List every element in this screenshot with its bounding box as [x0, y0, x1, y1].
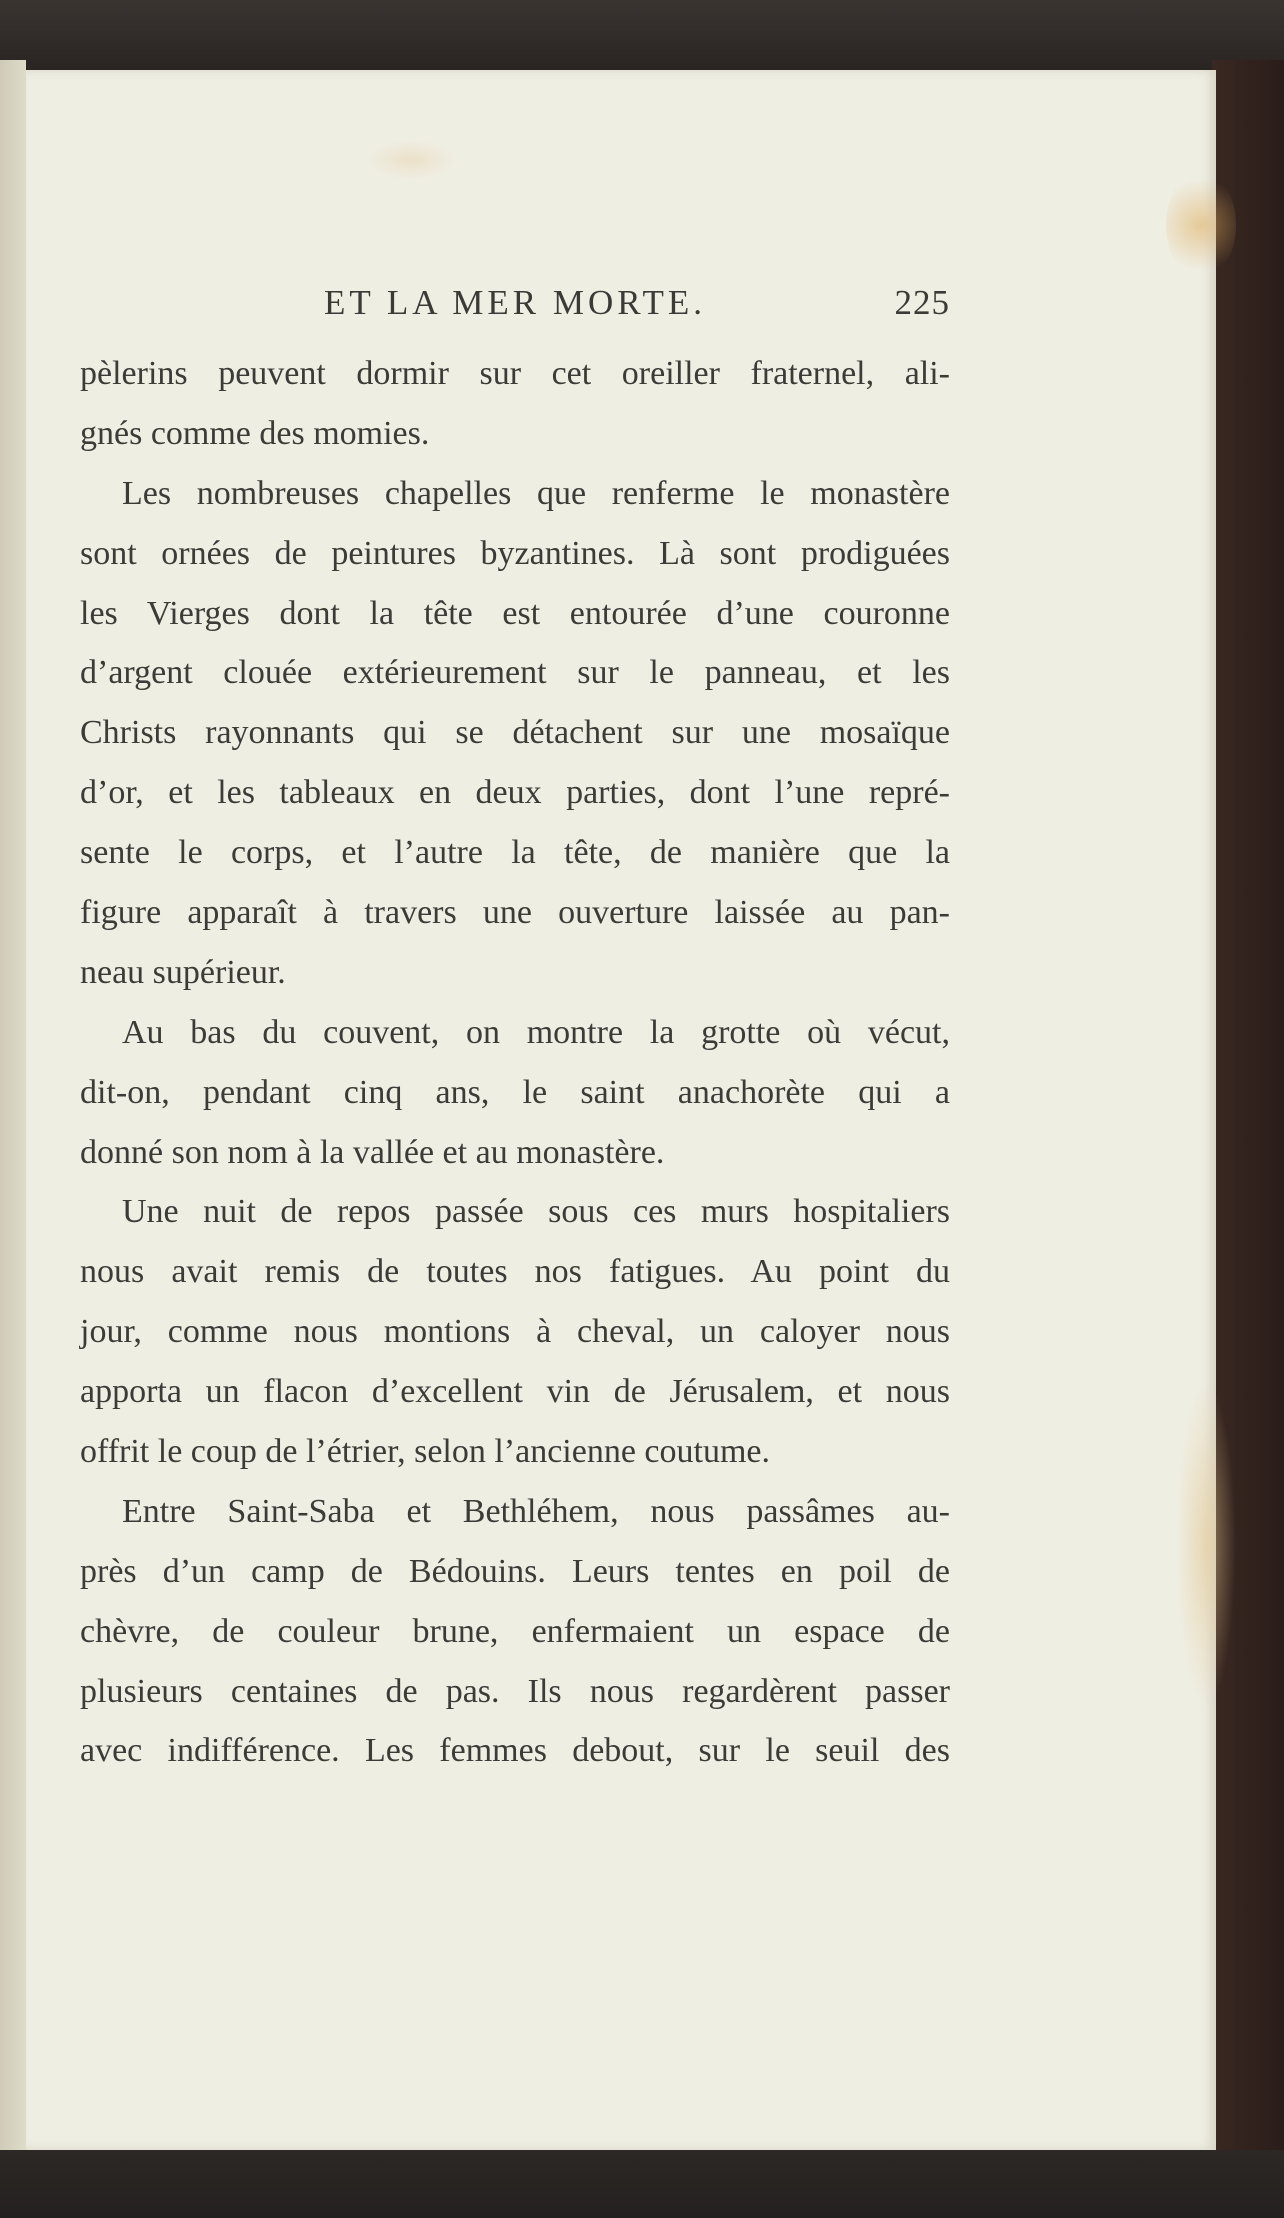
text-line: chèvre, de couleur brune, enfermaient un espace de — [80, 1612, 950, 1650]
text-line: Entre Saint-Saba et Bethléhem, nous passâmes au- — [122, 1492, 950, 1530]
scan-top-edge — [0, 0, 1284, 70]
scan-bottom-edge — [0, 2150, 1284, 2218]
text-line: nous avait remis de toutes nos fatigues. Au point du — [80, 1253, 950, 1291]
text-line: Au bas du couvent, on montre la grotte où vécut, — [122, 1013, 950, 1051]
text-line: d’or, et les tableaux en deux parties, dont l’une repré- — [80, 774, 950, 812]
body-text — [80, 344, 950, 1781]
foxing-stain — [1176, 1380, 1236, 1710]
page-number: 225 — [894, 283, 950, 322]
foxing-stain — [1166, 170, 1236, 280]
text-line: donné son nom à la vallée et au monastère. — [80, 1133, 665, 1171]
text-line: sont ornées de peintures byzantines. Là sont prodiguées — [80, 534, 950, 572]
text-line: dit-on, pendant cinq ans, le saint anachorète qui a — [80, 1073, 950, 1111]
text-line: apporta un flacon d’excellent vin de Jérusalem, et nous — [80, 1373, 950, 1411]
text-line: sente le corps, et l’autre la tête, de manière que la — [80, 834, 950, 872]
text-line: offrit le coup de l’étrier, selon l’ancienne coutume. — [80, 1433, 771, 1471]
text-line: d’argent clouée extérieurement sur le panneau, et les — [80, 654, 950, 692]
text-line: pèlerins peuvent dormir sur cet oreiller fraternel, ali- — [80, 355, 950, 392]
scan-right-cover-edge — [1212, 60, 1284, 2150]
text-line: figure apparaît à travers une ouverture laissée au pan- — [80, 894, 950, 932]
text-line: les Vierges dont la tête est entourée d’une couronne — [80, 594, 950, 632]
text-line: jour, comme nous montions à cheval, un caloyer nous — [80, 1313, 950, 1351]
text-line: Christs rayonnants qui se détachent sur une mosaïque — [80, 714, 950, 752]
text-line: neau supérieur. — [80, 953, 286, 991]
text-line: Les nombreuses chapelles que renferme le monastère — [122, 474, 950, 512]
text-line: plusieurs centaines de pas. Ils nous regardèrent passer — [80, 1672, 950, 1710]
running-head — [80, 278, 950, 328]
text-line: près d’un camp de Bédouins. Leurs tentes en poil de — [80, 1552, 950, 1590]
scan-left-page-edge — [0, 60, 26, 2150]
text-line: avec indifférence. Les femmes debout, sur le seuil des — [80, 1732, 950, 1770]
running-title: ET LA MER MORTE. — [323, 283, 707, 322]
foxing-stain — [366, 140, 456, 180]
text-line: gnés comme des momies. — [80, 414, 430, 452]
text-line: Une nuit de repos passée sous ces murs hospitaliers — [122, 1193, 950, 1231]
